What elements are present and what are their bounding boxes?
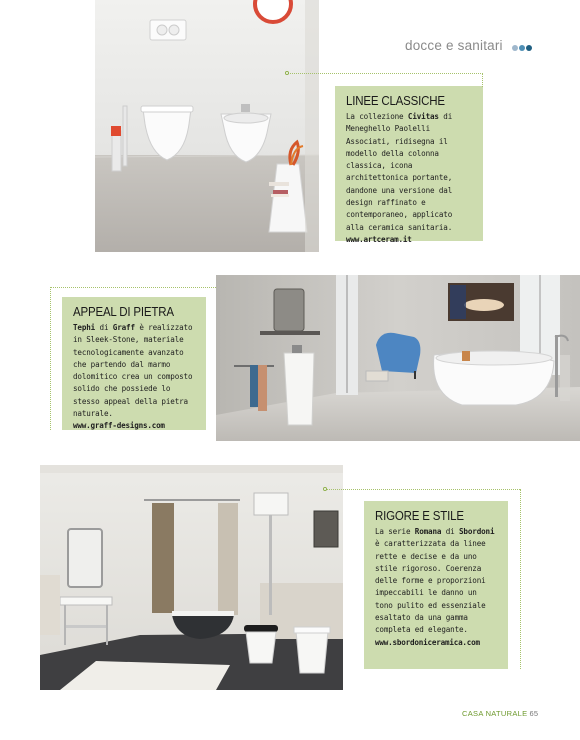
card-title: RIGORE E STILE <box>375 509 464 523</box>
product-name: Romana <box>414 527 442 536</box>
body-mid: di <box>441 527 460 536</box>
website-link[interactable]: www.sbordoniceramica.com <box>375 637 480 647</box>
card-body <box>375 526 498 637</box>
section-title: docce e sanitari <box>405 38 503 53</box>
card-title: APPEAL DI PIETRA <box>73 305 174 319</box>
card-body <box>73 322 196 420</box>
photo-romana <box>40 465 343 690</box>
body-mid: di <box>95 323 113 332</box>
magazine-name: CASA NATURALE <box>462 709 528 718</box>
connector-line <box>520 489 521 669</box>
connector-line <box>288 73 483 74</box>
body-text: di Meneghello Paolelli Associati, ridisegna il modello della colonna classica, icona architettonica portante, dandone una versione dal design raffinato e contemporaneo, applicato alla ceramica sanitaria. <box>346 112 453 232</box>
dot-light <box>512 45 518 51</box>
body-lead: La serie <box>375 527 415 536</box>
card-body <box>346 111 473 234</box>
dot-dark <box>526 45 532 51</box>
card-linee-classiche <box>335 86 483 244</box>
body-text: è caratterizzata da linee rette e decise e da uno stile rigoroso. Coerenza delle forme e proporzioni impeccabili le danno un tono pulito ed essenziale esaltato da una gamma completa ed elegante. <box>375 539 486 635</box>
body-text: è realizzato in Sleek-Stone, materiale tecnologicamente avanzato che partendo dal marmo dolomitico crea un composto solido che possiede lo stesso appeal della pietra naturale. <box>73 323 193 419</box>
product-name: Tephi <box>73 323 96 332</box>
website-link[interactable]: www.graff-designs.com <box>73 421 165 431</box>
body-lead: La collezione <box>346 112 408 121</box>
photo-civitas <box>95 0 319 252</box>
connector-line <box>50 287 51 430</box>
card-rigore-e-stile <box>364 501 508 669</box>
connector-line <box>50 287 236 288</box>
website-link[interactable]: www.artceram.it <box>346 234 412 244</box>
connector-knot <box>323 487 327 491</box>
page-number: 65 <box>529 709 539 718</box>
brand-name: Sbordoni <box>459 527 495 536</box>
brand-name: Civitas <box>407 112 439 121</box>
card-title: LINEE CLASSICHE <box>346 94 445 108</box>
connector-knot <box>285 71 289 75</box>
connector-line <box>326 489 520 490</box>
connector-line <box>482 73 483 87</box>
dot-mid <box>519 45 525 51</box>
brand-name: Graff <box>112 323 135 332</box>
page-footer <box>462 709 538 718</box>
section-header <box>405 38 555 56</box>
section-dots <box>511 39 532 54</box>
card-appeal-di-pietra <box>62 297 206 430</box>
photo-tephi <box>216 275 580 441</box>
